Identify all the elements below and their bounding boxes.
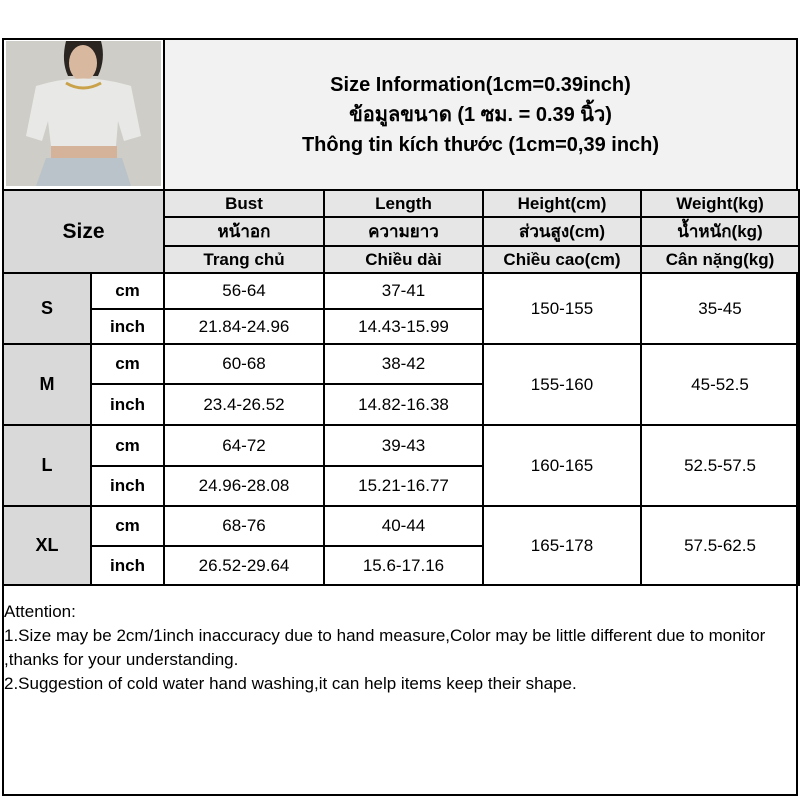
length-inch-cell: 14.82-16.38 [324, 384, 483, 425]
unit-inch: inch [91, 546, 164, 585]
column-header-height-vi: Chiều cao(cm) [483, 246, 641, 273]
bust-cm-cell: 56-64 [164, 273, 324, 309]
unit-inch: inch [91, 384, 164, 425]
bust-cm-cell: 68-76 [164, 506, 324, 546]
height-cell: 150-155 [483, 273, 641, 344]
height-cell: 165-178 [483, 506, 641, 585]
length-cm-cell: 37-41 [324, 273, 483, 309]
length-inch-cell: 14.43-15.99 [324, 309, 483, 344]
unit-cm: cm [91, 273, 164, 309]
height-cell: 160-165 [483, 425, 641, 506]
weight-cell: 35-45 [641, 273, 799, 344]
attention-line-2: 2.Suggestion of cold water hand washing,it can help items keep their shape. [4, 674, 577, 693]
header-line-vietnamese: Thông tin kích thước (1cm=0,39 inch) [301, 133, 660, 156]
header-line-thai: ข้อมูลขนาด (1 ซม. = 0.39 นิ้ว) [349, 103, 612, 126]
length-inch-cell: 15.6-17.16 [324, 546, 483, 585]
column-header-height: Height(cm) [483, 190, 641, 217]
size-label: L [3, 425, 91, 506]
column-header-bust: Bust [164, 190, 324, 217]
attention-line-1: 1.Size may be 2cm/1inch inaccuracy due to hand measure,Color may be little different due to monitor ,thanks for your understanding. [4, 626, 766, 669]
column-header-bust-vi: Trang chủ [164, 246, 324, 273]
height-cell: 155-160 [483, 344, 641, 425]
bust-inch-cell: 26.52-29.64 [164, 546, 324, 585]
bust-inch-cell: 23.4-26.52 [164, 384, 324, 425]
unit-cm: cm [91, 425, 164, 466]
column-header-weight-th: น้ำหนัก(kg) [641, 217, 799, 246]
attention-title: Attention: [4, 602, 76, 621]
weight-cell: 57.5-62.5 [641, 506, 799, 585]
length-cm-cell: 40-44 [324, 506, 483, 546]
bust-inch-cell: 21.84-24.96 [164, 309, 324, 344]
size-info-header [163, 40, 796, 189]
bust-inch-cell: 24.96-28.08 [164, 466, 324, 506]
length-inch-cell: 15.21-16.77 [324, 466, 483, 506]
unit-cm: cm [91, 506, 164, 546]
size-label: M [3, 344, 91, 425]
unit-cm: cm [91, 344, 164, 384]
unit-inch: inch [91, 466, 164, 506]
product-photo [6, 41, 161, 186]
column-header-length-th: ความยาว [324, 217, 483, 246]
weight-cell: 52.5-57.5 [641, 425, 799, 506]
header-line-english: Size Information(1cm=0.39inch) [330, 73, 631, 96]
size-label: XL [3, 506, 91, 585]
bust-cm-cell: 60-68 [164, 344, 324, 384]
size-label: S [3, 273, 91, 344]
bust-cm-cell: 64-72 [164, 425, 324, 466]
size-header: Size [3, 190, 164, 273]
column-header-weight-vi: Cân nặng(kg) [641, 246, 799, 273]
length-cm-cell: 38-42 [324, 344, 483, 384]
column-header-bust-th: หน้าอก [164, 217, 324, 246]
size-table [2, 189, 800, 586]
column-header-weight: Weight(kg) [641, 190, 799, 217]
column-header-length: Length [324, 190, 483, 217]
length-cm-cell: 39-43 [324, 425, 483, 466]
unit-inch: inch [91, 309, 164, 344]
attention-notes [4, 600, 794, 696]
weight-cell: 45-52.5 [641, 344, 799, 425]
column-header-height-th: ส่วนสูง(cm) [483, 217, 641, 246]
column-header-length-vi: Chiều dài [324, 246, 483, 273]
